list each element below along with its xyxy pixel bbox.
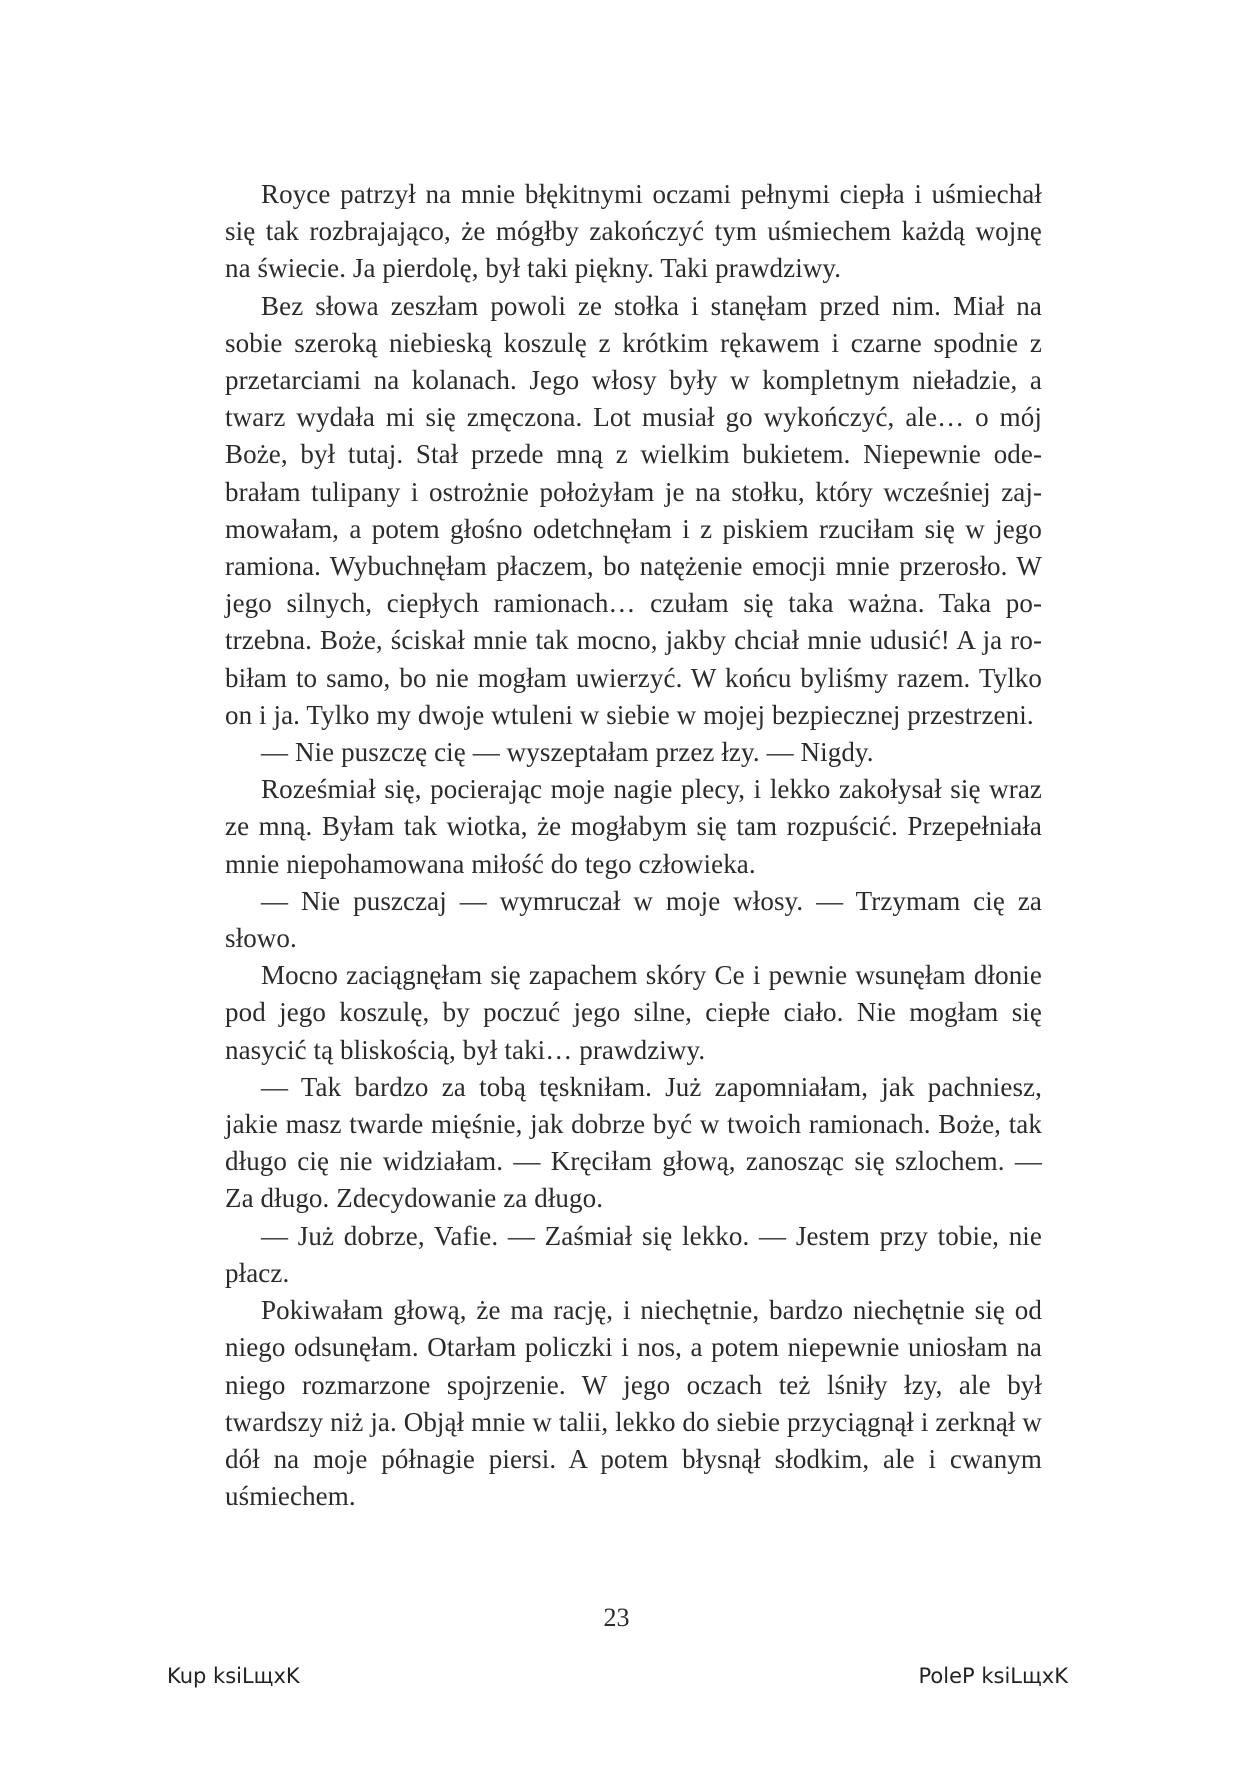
paragraph: Bez słowa zeszłam powoli ze stołka i stanęłam przed nim. Miał na sobie szeroką niebieską koszulę z krótkim rękawem i czarne spodnie z przetarciami na kolanach. Jego włosy były w kompletnym nieładzie, a twarz wydała mi się zmęczona. Lot musiał go wykończyć, ale… o mój Boże, był tutaj. Stał przede mną z wielkim bukietem. Niepewnie odebrałam tulipany i ostrożnie położyłam je na stołku, który wcześniej zajmowałam, a potem głośno odetchnęłam i z piskiem rzuciłam się w jego ramiona. Wybuchnęłam płaczem, bo natężenie emocji mnie przerosło. W jego silnych, ciepłych ramionach… czułam się taka ważna. Taka potrzebna. Boże, ściskał mnie tak mocno, jakby chciał mnie udusić! A ja robiłam to samo, bo nie mogłam uwierzyć. W końcu byliśmy razem. Tylko on i ja. Tylko my dwoje wtuleni w siebie w mojej bezpiecznej przestrzeni. (225, 290, 1042, 730)
paragraph: Royce patrzył na mnie błękitnymi oczami pełnymi ciepła i uśmiechał się tak rozbrajająco, że mógłby zakończyć tym uśmiechem każdą wojnę na świecie. Ja pierdolę, był taki piękny. Taki prawdziwy. (225, 179, 1042, 284)
paragraph: — Tak bardzo za tobą tęskniłam. Już zapomniałam, jak pachniesz, jakie masz twarde mięśnie, jak dobrze być w twoich ramionach. Boże, tak długo cię nie widziałam. — Kręciłam głową, zanosząc się szlochem. — Za długo. Zdecydowanie za długo. (225, 1071, 1042, 1214)
paragraph: Mocno zaciągnęłam się zapachem skóry Ce i pewnie wsunęłam dłonie pod jego koszulę, by poczuć jego silne, ciepłe ciało. Nie mogłam się nasycić tą bliskością, był taki… prawdziwy. (225, 960, 1042, 1065)
footer-recommend-book-link[interactable]: PoleP ksiLщxK (918, 1664, 1068, 1688)
page-number: 23 (603, 1603, 630, 1632)
footer-buy-book-link[interactable]: Kup ksiLщxK (167, 1664, 300, 1688)
body-text (225, 176, 1042, 1515)
paragraph: Roześmiał się, pocierając moje nagie plecy, i lekko zakołysał się wraz ze mną. Byłam tak wiotka, że mogłabym się tam rozpuścić. Przepełniała mnie niepohamowana miłość do tego człowieka. (225, 774, 1042, 879)
paragraph: Pokiwałam głową, że ma rację, i niechętnie, bardzo niechętnie się od niego odsunęłam. Otarłam policzki i nos, a potem niepewnie uniosłam na niego rozmarzone spojrzenie. W jego oczach też lśniły łzy, ale był twardszy niż ja. Objął mnie w talii, lekko do siebie przyciągnął i zerknął w dół na moje półnagie piersi. A potem błysnął słodkim, ale i cwanym uśmiechem. (225, 1295, 1042, 1512)
paragraph: — Już dobrze, Vafie. — Zaśmiał się lekko. — Jestem przy tobie, nie płacz. (225, 1220, 1042, 1288)
paragraph: — Nie puszczaj — wymruczał w moje włosy. — Trzymam cię za słowo. (225, 885, 1042, 954)
paragraph: — Nie puszczę cię — wyszeptałam przez łzy. — Nigdy. (261, 737, 874, 768)
